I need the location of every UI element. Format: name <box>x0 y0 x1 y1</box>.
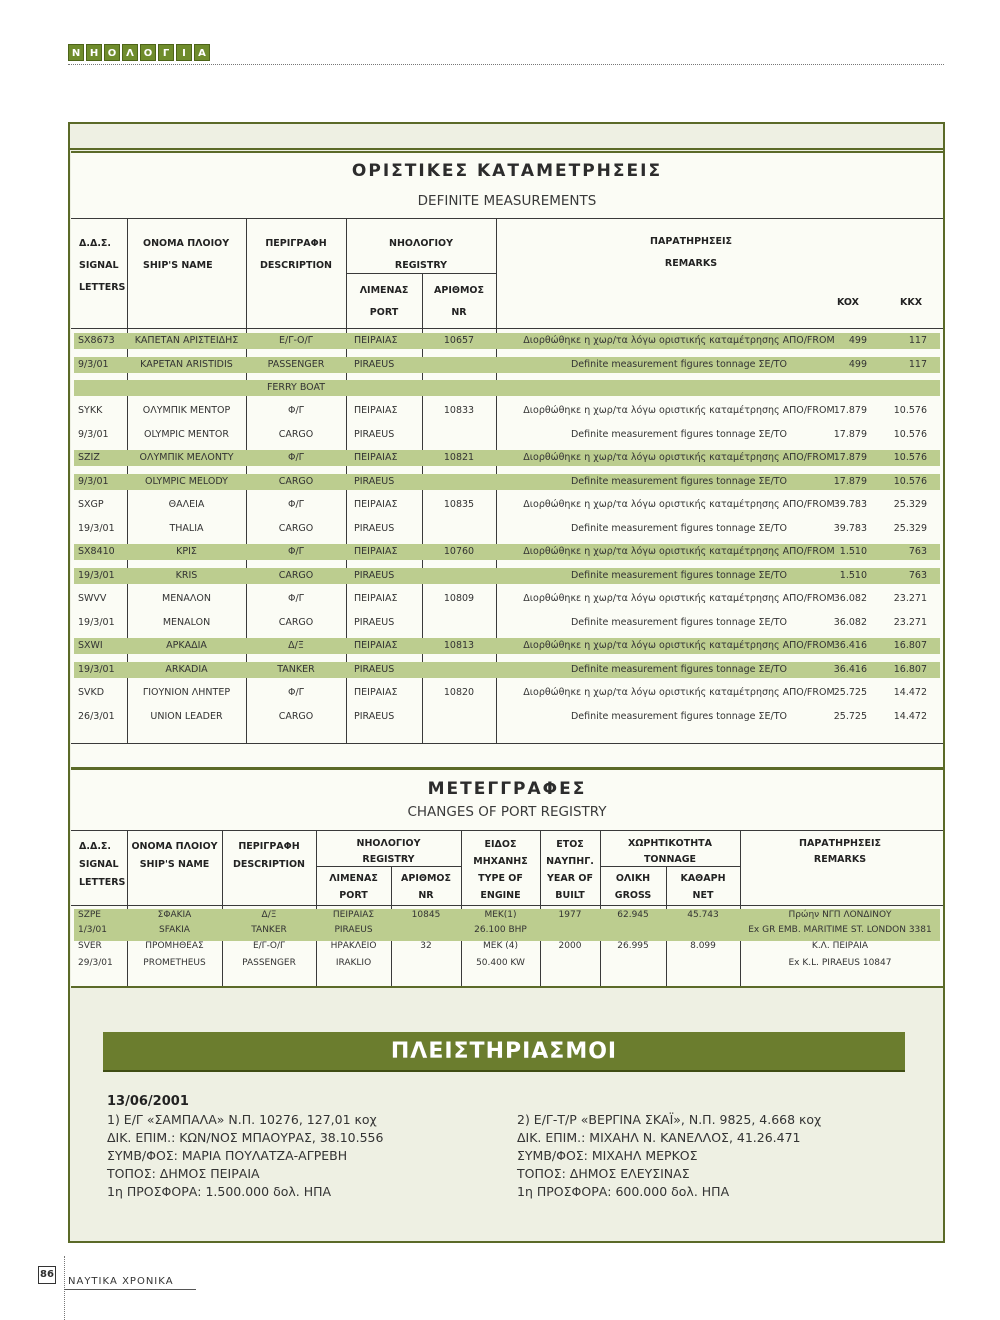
cell-kox: 39.783 <box>833 499 867 510</box>
cell-kox: 36.082 <box>833 616 867 628</box>
cell-remark: Definite measurement figures tonnage ΣΕ/TO <box>570 428 788 440</box>
cell-kox: 1.510 <box>839 569 867 581</box>
cell-name: THALIA <box>169 522 204 534</box>
gross-header: ΟΛΙΚΗ GROSS <box>614 873 652 901</box>
section-tag-letter: Λ <box>122 44 138 61</box>
description-header: ΠΕΡΙΓΡΑΦΗ DESCRIPTION <box>259 238 333 271</box>
auction-date: 13/06/2001 <box>107 1094 189 1109</box>
engine-header: ΕΙΔΟΣ ΜΗΧΑΝΗΣ TYPE OF ENGINE <box>473 839 528 901</box>
changes-title: ΜΕΤΕΓΓΡΑΦΕΣ <box>427 779 587 799</box>
cell-name: UNION LEADER <box>150 710 223 722</box>
cell-remark: Διορθώθηκε η χωρ/τα λόγω οριστικής καταμέτρησης ΑΠΟ/FROM <box>523 499 835 510</box>
cell-signal: SYKK <box>78 405 103 416</box>
cell-name: ARKADIA <box>165 663 208 675</box>
cell-engine: 26.100 BHP <box>474 925 527 935</box>
cell-desc: Φ/Γ <box>288 687 304 698</box>
cell-nr: 10813 <box>443 640 475 651</box>
auction-right <box>517 1111 821 1201</box>
cell-signal: SX8410 <box>78 546 115 557</box>
cell-desc: Φ/Γ <box>288 499 304 510</box>
cell-kox: 36.082 <box>833 593 867 604</box>
cell-name: OLYMPIC MELODY <box>145 475 228 487</box>
cell-port: ΠΕΙΡΑΙΑΣ <box>354 546 398 557</box>
nr-header: ΑΡΙΘΜΟΣ NR <box>434 285 484 318</box>
cell-port: ΠΕΙΡΑΙΑΣ <box>354 593 398 604</box>
cell-port: PIRAEUS <box>354 616 395 628</box>
cell-name: ΠΡΟΜΗΘΕΑΣ <box>145 941 204 951</box>
cell-desc: Φ/Γ <box>288 405 304 416</box>
section-tag-letter: Ν <box>68 44 84 61</box>
cell-port: ΠΕΙΡΑΙΑΣ <box>354 405 398 416</box>
section-tag-letter: Ο <box>140 44 156 61</box>
footer-rule <box>64 1289 196 1290</box>
remarks-header: ΠΑΡΑΤΗΡΗΣΕΙΣ REMARKS <box>799 838 881 865</box>
cell-name: ΣΦΑΚΙΑ <box>157 910 192 920</box>
cell-name: KRIS <box>175 569 198 581</box>
cell-signal: 19/3/01 <box>78 616 115 628</box>
cell-remark: Διορθώθηκε η χωρ/τα λόγω οριστικής καταμέτρησης ΑΠΟ/FROM <box>523 335 835 346</box>
cell-desc: CARGO <box>278 569 314 581</box>
cell-kox: 17.879 <box>833 428 867 440</box>
cell-signal: 19/3/01 <box>78 663 115 675</box>
cell-port: PIRAEUS <box>354 428 395 440</box>
cell-net: 8.099 <box>690 941 716 951</box>
signal-header: Δ.Δ.Σ. SIGNAL LETTERS <box>79 238 126 293</box>
registry-header: ΝΗΟΛΟΓΙΟΥ REGISTRY <box>356 838 421 865</box>
cell-kox: 25.725 <box>833 687 867 698</box>
cell-gross: 26.995 <box>617 941 649 951</box>
cell-nr: 10833 <box>443 405 475 416</box>
page-number: 86 <box>38 1266 56 1284</box>
cell-port: PIRAEUS <box>354 569 395 581</box>
cell-remark: Διορθώθηκε η χωρ/τα λόγω οριστικής καταμέτρησης ΑΠΟ/FROM <box>523 593 835 604</box>
net-header: ΚΑΘΑΡΗ NET <box>680 873 726 901</box>
cell-signal: 9/3/01 <box>78 475 109 487</box>
cell-kkx: 10.576 <box>893 475 927 487</box>
changes-subtitle: CHANGES OF PORT REGISTRY <box>407 804 607 820</box>
cell-port: PIRAEUS <box>354 522 395 534</box>
auction-line: ΔΙΚ. ΕΠΙΜ.: ΜΙΧΑΗΛ Ν. ΚΑΝΕΛΛΟΣ, 41.26.471 <box>517 1130 801 1145</box>
section-tag <box>68 44 210 61</box>
year-header: ΕΤΟΣ ΝΑΥΠΗΓ. YEAR OF BUILT <box>546 839 594 901</box>
cell-signal: SVER <box>78 941 102 951</box>
section-tag-letter: Α <box>194 44 210 61</box>
section-tag-letter: Γ <box>158 44 174 61</box>
cell-desc: PASSENGER <box>242 958 296 968</box>
cell-remark: Definite measurement figures tonnage ΣΕ/TO <box>570 475 788 487</box>
cell-remark: Διορθώθηκε η χωρ/τα λόγω οριστικής καταμέτρησης ΑΠΟ/FROM <box>523 546 835 557</box>
cell-nr: 10657 <box>443 335 475 346</box>
cell-name: SFAKIA <box>159 925 190 935</box>
cell-desc: Φ/Γ <box>288 452 304 463</box>
cell-year: 1977 <box>558 910 582 920</box>
cell-remark: Διορθώθηκε η χωρ/τα λόγω οριστικής καταμέτρησης ΑΠΟ/FROM <box>523 640 835 651</box>
cell-kox: 499 <box>848 358 867 370</box>
cell-remark: Definite measurement figures tonnage ΣΕ/TO <box>570 522 788 534</box>
auction-line: 1η ΠΡΟΣΦΟΡΑ: 600.000 δολ. ΗΠΑ <box>517 1184 730 1199</box>
cell-name: ΜΕΝΑΛΟΝ <box>162 593 211 604</box>
cell-desc: FERRY BOAT <box>266 382 326 393</box>
cell-name: ΟΛΥΜΠΙΚ ΜΕΛΟΝΤΥ <box>139 452 234 463</box>
cell-port: ΠΕΙΡΑΙΑΣ <box>354 687 398 698</box>
cell-kox: 17.879 <box>833 452 867 463</box>
cell-kkx: 14.472 <box>893 710 927 722</box>
cell-port: PIRAEUS <box>354 358 395 370</box>
cell-kox: 39.783 <box>833 522 867 534</box>
kox-header: KOX <box>837 297 859 308</box>
cell-port: ΠΕΙΡΑΙΑΣ <box>332 910 375 920</box>
cell-remark: Ex GR EMB. MARITIME ST. LONDON 3381 <box>748 925 932 935</box>
cell-kox: 25.725 <box>833 710 867 722</box>
cell-kkx: 23.271 <box>893 616 927 628</box>
cell-kkx: 14.472 <box>893 687 927 698</box>
cell-remark: Definite measurement figures tonnage ΣΕ/TO <box>570 569 788 581</box>
cell-kox: 1.510 <box>839 546 867 557</box>
header-divider <box>68 64 944 65</box>
cell-desc: PASSENGER <box>267 358 325 370</box>
cell-desc: Φ/Γ <box>288 593 304 604</box>
cell-nr: 10845 <box>411 910 441 920</box>
header-top-line <box>71 218 943 219</box>
cell-remark: Διορθώθηκε η χωρ/τα λόγω οριστικής καταμέτρησης ΑΠΟ/FROM <box>523 405 835 416</box>
cell-port: PIRAEUS <box>354 663 395 675</box>
footer-divider <box>64 1256 65 1320</box>
cell-name: ΚΡΙΣ <box>176 546 197 557</box>
cell-engine: ΜΕΚ (4) <box>483 941 518 951</box>
cell-remark: Definite measurement figures tonnage ΣΕ/TO <box>570 616 788 628</box>
auction-left <box>107 1111 383 1201</box>
cell-port: PIRAEUS <box>354 710 395 722</box>
cell-signal: SX8673 <box>78 335 115 346</box>
cell-name: KAPETAN ARISTIDIS <box>140 358 233 370</box>
auction-line: 1) Ε/Γ «ΣΑΜΠΑΛΑ» Ν.Π. 10276, 127,01 κοχ <box>107 1112 377 1127</box>
cell-remark: Definite measurement figures tonnage ΣΕ/TO <box>570 663 788 675</box>
header-bottom-line <box>71 905 943 906</box>
cell-port: ΗΡΑΚΛΕΙΟ <box>330 941 377 951</box>
cell-desc: TANKER <box>251 925 287 935</box>
cell-remark: Ex K.L. PIRAEUS 10847 <box>788 958 892 968</box>
nr-header: ΑΡΙΘΜΟΣ NR <box>401 873 451 901</box>
header-bottom-line <box>71 328 943 329</box>
cell-signal: 1/3/01 <box>78 925 107 935</box>
cell-nr: 10760 <box>443 546 475 557</box>
cell-signal: 9/3/01 <box>78 358 109 370</box>
kkx-header: KKX <box>899 297 923 308</box>
cell-signal: 19/3/01 <box>78 569 115 581</box>
auction-line: ΤΟΠΟΣ: ΔΗΜΟΣ ΠΕΙΡΑΙΑ <box>107 1166 260 1181</box>
auctions-banner: ΠΛΕΙΣΤΗΡΙΑΣΜΟΙ <box>103 1032 905 1072</box>
cell-port: ΠΕΙΡΑΙΑΣ <box>354 335 398 346</box>
cell-name: MENALON <box>162 616 211 628</box>
cell-desc: CARGO <box>278 428 314 440</box>
signal-header: Δ.Δ.Σ. SIGNAL LETTERS <box>79 841 126 888</box>
ship-name-header: ΟΝΟΜΑ ΠΛΟΙΟΥ SHIP'S NAME <box>131 841 218 870</box>
cell-remark: Definite measurement figures tonnage ΣΕ/TO <box>570 710 788 722</box>
cell-desc: Φ/Γ <box>288 546 304 557</box>
measurements-subtitle: DEFINITE MEASUREMENTS <box>417 193 597 209</box>
port-header: ΛΙΜΕΝΑΣ PORT <box>359 285 409 318</box>
cell-name: OLYMPIC MENTOR <box>144 428 229 440</box>
auction-line: ΔΙΚ. ΕΠΙΜ.: ΚΩΝ/ΝΟΣ ΜΠΑΟΥΡΑΣ, 38.10.556 <box>107 1130 384 1145</box>
registry-header: ΝΗΟΛΟΓΙΟΥ REGISTRY <box>389 238 453 271</box>
tonnage-header: ΧΩΡΗΤΙΚΟΤΗΤΑ TONNAGE <box>627 838 713 865</box>
cell-signal: SZIZ <box>78 452 100 463</box>
cell-signal: SWVV <box>78 593 107 604</box>
cell-name: PROMETHEUS <box>143 958 206 968</box>
cell-remark: Διορθώθηκε η χωρ/τα λόγω οριστικής καταμέτρησης ΑΠΟ/FROM <box>523 687 835 698</box>
cell-kkx: 763 <box>908 546 927 557</box>
cell-name: ΚΑΠΕΤΑΝ ΑΡΙΣΤΕΙΔΗΣ <box>134 335 239 346</box>
cell-kox: 499 <box>848 335 867 346</box>
auction-line: 2) Ε/Γ-Τ/Ρ «ΒΕΡΓΙΝΑ ΣΚΑΪ», Ν.Π. 9825, 4.668 κοχ <box>517 1112 822 1127</box>
cell-remark: Διορθώθηκε η χωρ/τα λόγω οριστικής καταμέτρησης ΑΠΟ/FROM <box>523 452 835 463</box>
cell-kox: 36.416 <box>833 640 867 651</box>
cell-kkx: 10.576 <box>893 452 927 463</box>
cell-port: PIRAEUS <box>354 475 395 487</box>
changes-panel <box>71 768 943 988</box>
cell-kkx: 10.576 <box>893 405 927 416</box>
cell-name: ΘΑΛΕΙΑ <box>168 499 205 510</box>
cell-kkx: 117 <box>908 335 927 346</box>
cell-kkx: 763 <box>908 569 927 581</box>
cell-nr: 10821 <box>443 452 475 463</box>
cell-port: ΠΕΙΡΑΙΑΣ <box>354 640 398 651</box>
cell-desc: CARGO <box>278 475 314 487</box>
cell-desc: Δ/Ξ <box>261 910 277 920</box>
cell-remark: Definite measurement figures tonnage ΣΕ/TO <box>570 358 788 370</box>
cell-nr: 10809 <box>443 593 475 604</box>
cell-port: IRAKLIO <box>335 958 372 968</box>
cell-port: ΠΕΙΡΑΙΑΣ <box>354 452 398 463</box>
cell-kkx: 117 <box>908 358 927 370</box>
cell-nr: 10835 <box>443 499 475 510</box>
cell-desc: CARGO <box>278 616 314 628</box>
cell-port: ΠΕΙΡΑΙΑΣ <box>354 499 398 510</box>
cell-port: PIRAEUS <box>334 925 373 935</box>
cell-desc: Ε/Γ-Ο/Γ <box>279 335 313 346</box>
section-tag-letter: Ι <box>176 44 192 61</box>
auction-line: ΤΟΠΟΣ: ΔΗΜΟΣ ΕΛΕΥΣΙΝΑΣ <box>517 1166 690 1181</box>
cell-signal: 19/3/01 <box>78 522 115 534</box>
header-top-line <box>71 830 943 831</box>
ship-name-header: ΟΝΟΜΑ ΠΛΟΙΟΥ SHIP'S NAME <box>143 238 230 271</box>
cell-name: ΓΙΟΥΝΙΟΝ ΛΗΝΤΕΡ <box>142 687 231 698</box>
cell-kkx: 16.807 <box>893 640 927 651</box>
section-tag-letter: Η <box>86 44 102 61</box>
auction-line: ΣΥΜΒ/ΦΟΣ: ΜΑΡΙΑ ΠΟΥΛΑΤΖΑ-ΑΓΡΕΒΗ <box>107 1148 348 1163</box>
port-header: ΛΙΜΕΝΑΣ PORT <box>329 873 378 901</box>
cell-signal: 29/3/01 <box>78 958 113 968</box>
cell-desc: CARGO <box>278 522 314 534</box>
magazine-title: ΝΑΥΤΙΚΑ ΧΡΟΝΙΚΑ <box>68 1276 174 1287</box>
cell-signal: 9/3/01 <box>78 428 109 440</box>
cell-remark: Κ.Λ. ΠΕΙΡΑΙΑ <box>811 941 869 951</box>
cell-signal: SZPE <box>78 910 101 920</box>
cell-gross: 62.945 <box>617 910 649 920</box>
cell-remark: Πρώην ΝΓΠ ΛΟΝΔΙΝΟΥ <box>788 910 892 920</box>
remarks-header: ΠΑΡΑΤΗΡΗΣΕΙΣ REMARKS <box>650 236 732 269</box>
cell-desc: TANKER <box>277 663 315 675</box>
cell-kox: 17.879 <box>833 405 867 416</box>
cell-signal: SXWI <box>78 640 103 651</box>
cell-kkx: 25.329 <box>893 499 927 510</box>
cell-nr: 32 <box>420 941 432 951</box>
main-box <box>68 122 945 1243</box>
cell-desc: Ε/Γ-Ο/Γ <box>252 941 286 951</box>
cell-kkx: 16.807 <box>893 663 927 675</box>
cell-nr: 10820 <box>443 687 475 698</box>
cell-engine: 50.400 KW <box>476 958 525 968</box>
section-tag-letter: Ο <box>104 44 120 61</box>
cell-signal: SVKD <box>78 687 105 698</box>
cell-name: ΟΛΥΜΠΙΚ ΜΕΝΤΟΡ <box>142 405 231 416</box>
auction-line: 1η ΠΡΟΣΦΟΡΑ: 1.500.000 δολ. ΗΠΑ <box>107 1184 332 1199</box>
cell-kox: 36.416 <box>833 663 867 675</box>
cell-year: 2000 <box>558 941 582 951</box>
cell-engine: ΜΕΚ(1) <box>484 910 517 920</box>
cell-kkx: 10.576 <box>893 428 927 440</box>
cell-kkx: 25.329 <box>893 522 927 534</box>
cell-desc: Δ/Ξ <box>288 640 304 651</box>
cell-name: ΑΡΚΑΔΙΑ <box>166 640 207 651</box>
cell-net: 45.743 <box>687 910 719 920</box>
table-bottom-line <box>71 743 943 744</box>
measurements-title: ΟΡΙΣΤΙΚΕΣ ΚΑΤΑΜΕΤΡΗΣΕΙΣ <box>351 161 663 181</box>
cell-signal: SXGP <box>78 499 104 510</box>
description-header: ΠΕΡΙΓΡΑΦΗ DESCRIPTION <box>232 841 306 870</box>
cell-kkx: 23.271 <box>893 593 927 604</box>
measurements-panel <box>71 151 943 769</box>
cell-desc: CARGO <box>278 710 314 722</box>
auction-line: ΣΥΜΒ/ΦΟΣ: ΜΙΧΑΗΛ ΜΕΡΚΟΣ <box>517 1148 698 1163</box>
cell-signal: 26/3/01 <box>78 710 115 722</box>
cell-kox: 17.879 <box>833 475 867 487</box>
box-topbar <box>70 124 943 150</box>
row-highlight <box>74 380 940 396</box>
